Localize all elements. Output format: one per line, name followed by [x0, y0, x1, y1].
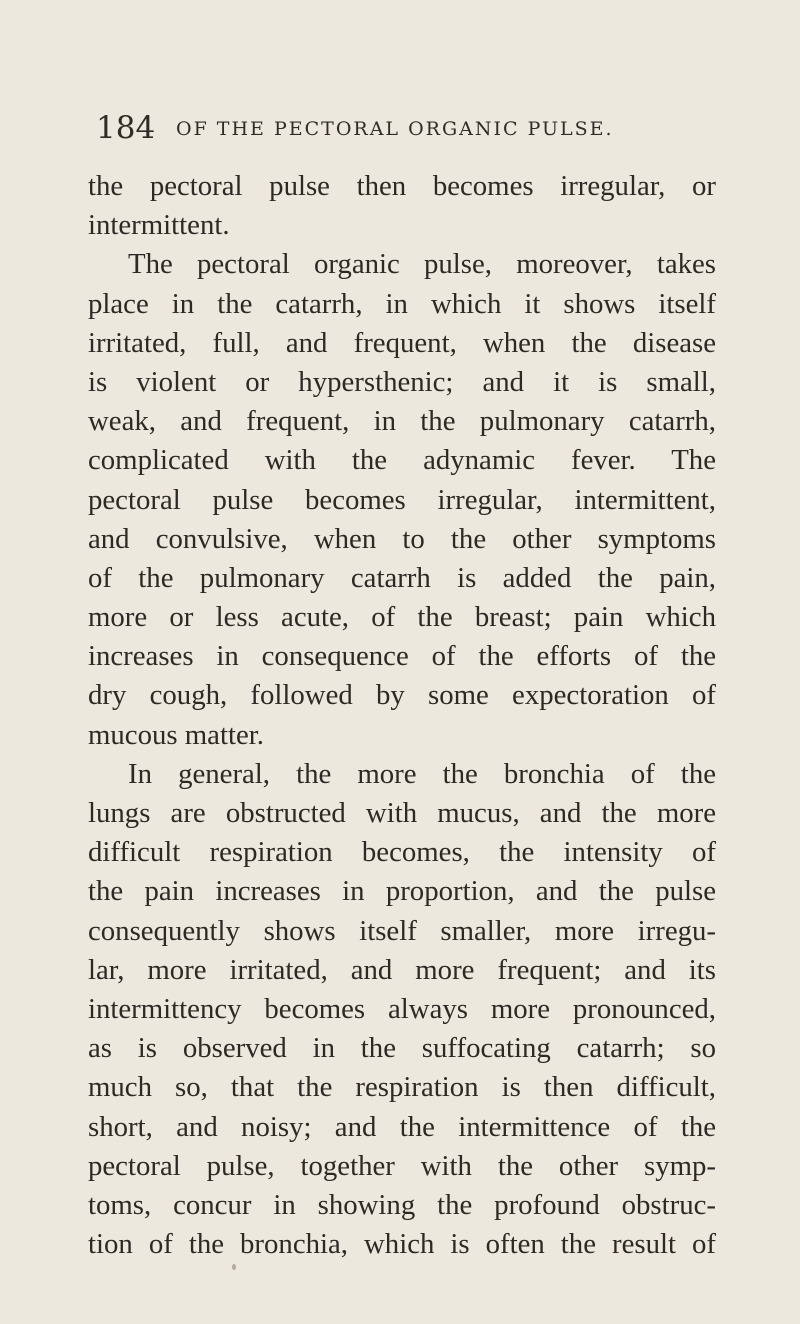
text-line: place in the catarrh, in which it shows itself	[88, 287, 716, 320]
text-line: the pectoral pulse then becomes irregular, or	[88, 170, 716, 202]
text-line: more or less acute, of the breast; pain which	[88, 601, 716, 634]
text-line: the pain increases in proportion, and the pulse	[88, 875, 716, 908]
text-line: pectoral pulse becomes irregular, intermittent,	[88, 483, 716, 516]
text-line: toms, concur in showing the profound obstruc-	[88, 1188, 716, 1221]
text-line: dry cough, followed by some expectoration of	[88, 679, 716, 712]
text-line: as is observed in the suffocating catarrh; so	[88, 1032, 716, 1065]
text-line: mucous matter.	[88, 718, 264, 751]
print-speck	[232, 1264, 236, 1270]
running-head: OF THE PECTORAL ORGANIC PULSE.	[176, 118, 614, 140]
text-line: lungs are obstructed with mucus, and the more	[88, 797, 716, 829]
body-text	[88, 167, 716, 1264]
page-number: 184	[96, 110, 156, 146]
text-line: difficult respiration becomes, the intensity of	[88, 836, 716, 869]
text-line: lar, more irritated, and more frequent; and its	[88, 953, 716, 986]
text-line: of the pulmonary catarrh is added the pain,	[88, 561, 716, 594]
text-line: tion of the bronchia, which is often the result of	[88, 1228, 716, 1261]
text-line: irritated, full, and frequent, when the disease	[88, 326, 716, 359]
text-line: weak, and frequent, in the pulmonary catarrh,	[88, 405, 716, 438]
text-line: complicated with the adynamic fever. The	[88, 444, 716, 477]
text-line: increases in consequence of the efforts of the	[88, 640, 716, 673]
text-line: and convulsive, when to the other symptoms	[88, 522, 716, 555]
text-line: The pectoral organic pulse, moreover, takes	[128, 248, 716, 281]
page-header	[96, 108, 716, 148]
text-line: In general, the more the bronchia of the	[128, 757, 716, 790]
text-line: is violent or hypersthenic; and it is small,	[88, 365, 716, 398]
text-line: short, and noisy; and the intermittence of the	[88, 1110, 716, 1143]
text-line: pectoral pulse, together with the other symp-	[88, 1149, 716, 1182]
text-line: intermittent.	[88, 209, 230, 242]
text-line: consequently shows itself smaller, more irregu-	[88, 914, 716, 947]
text-line: intermittency becomes always more pronounced,	[88, 992, 716, 1025]
text-line: much so, that the respiration is then difficult,	[88, 1071, 716, 1104]
